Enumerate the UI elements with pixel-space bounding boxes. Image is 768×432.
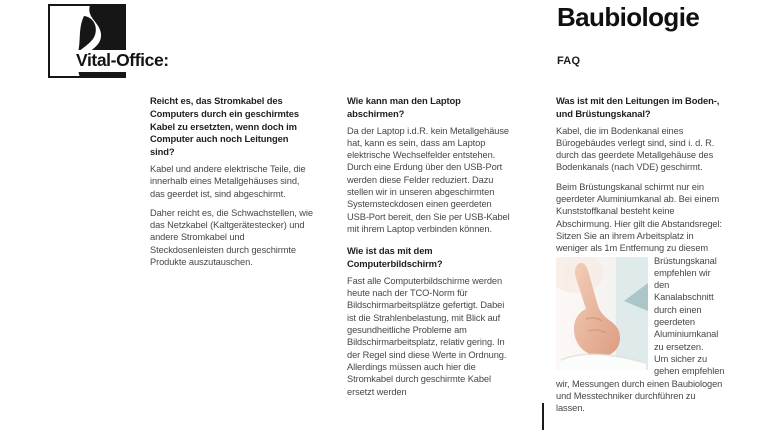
column-1 [150,95,313,275]
answer-paragraph: Fast alle Computerbildschirme werden heute nach der TCO-Norm für Bildschirmarbeitsplätze gefertigt. Dabei ist die Strahlenbelastung, mit Blick auf gesundheitliche Probleme am Bildschirmarbeitsplatz, relativ gering. In der Regel sind diese Werte in Ordnung. Allerdings müssen auch hier die Stromkabel durch geschirmte Kabel ersetzt werden [347,275,507,397]
answer-paragraph: Da der Laptop i.d.R. kein Metallgehäuse hat, kann es sein, dass am Laptop elektrische Wechselfelder entstehen. Durch eine Erdung über den USB-Port werden diese Felder reduziert. Dazu stellen wir in unseren abgeschirmten Systemsteckdosen einen geerdeten USB-Port bereit, den Sie per USB-Kabel mit ihrem Laptop verbinden können. [347,125,510,234]
answer-paragraph: Daher reicht es, die Schwachstellen, wie das Netzkabel (Kaltgerätestecker) und andere Stromkabel und Steckdosenleisten durch geschirmte Produkte auszutauschen. [150,207,313,268]
answer-paragraph: Kabel und andere elektrische Teile, die innerhalb eines Metallgehäuses sind, das geerdet ist, sind abgeschirmt. [150,163,306,199]
page-title: Baubiologie [557,2,700,32]
brand-text [74,50,172,72]
question-bodenkanal: Was ist mit den Leitungen im Boden-, und Brüstungskanal? [556,95,720,119]
answer-paragraph: Beim Brüstungskanal schirmt nur ein geerdeter Aluminiumkanal ab. Bei einem Kunststoffkanal besteht keine Abschirmung. Hier gilt die Abstandsregel: Sitzen Sie an ihrem Arbeitsplatz in weniger als 1m Entfernung zu diesem [556,181,722,254]
answer-paragraph: Kabel, die im Bodenkanal eines Bürogebäudes verlegt sind, sind i. d. R. durch das geerdete Metallgehäuse des Bodenkanals (nach VDE) geschirmt. [556,125,715,173]
hand-photo [556,257,648,370]
column-2 [347,95,512,405]
answer-paragraph: Um sicher zu gehen empfehlen wir, Messungen durch einen Baubiologen und Messtechniker durchführen zu lassen. [556,353,725,414]
column-3 [556,95,726,421]
question-stromkabel: Reicht es, das Stromkabel des Computers durch ein geschirmtes Kabel zu ersetzten, wenn doch im Computer auch noch Leitungen sind? [150,95,300,158]
faq-label: FAQ [557,55,581,67]
brand-text-light: Vital- [76,50,117,70]
answer-text-wrapped: Brüstungskanal empfehlen wir den Kanalabschnitt durch einen geerdeten Aluminiumkanal zu ersetzen. [654,255,719,352]
answer-paragraph-with-photo [556,255,726,353]
question-bildschirm: Wie ist das mit dem Computerbildschirm? [347,245,443,270]
crop-mark [542,403,544,430]
question-laptop: Wie kann man den Laptop abschirmen? [347,95,461,119]
vital-office-logo [48,4,308,84]
brand-text-bold: Office: [116,50,169,70]
